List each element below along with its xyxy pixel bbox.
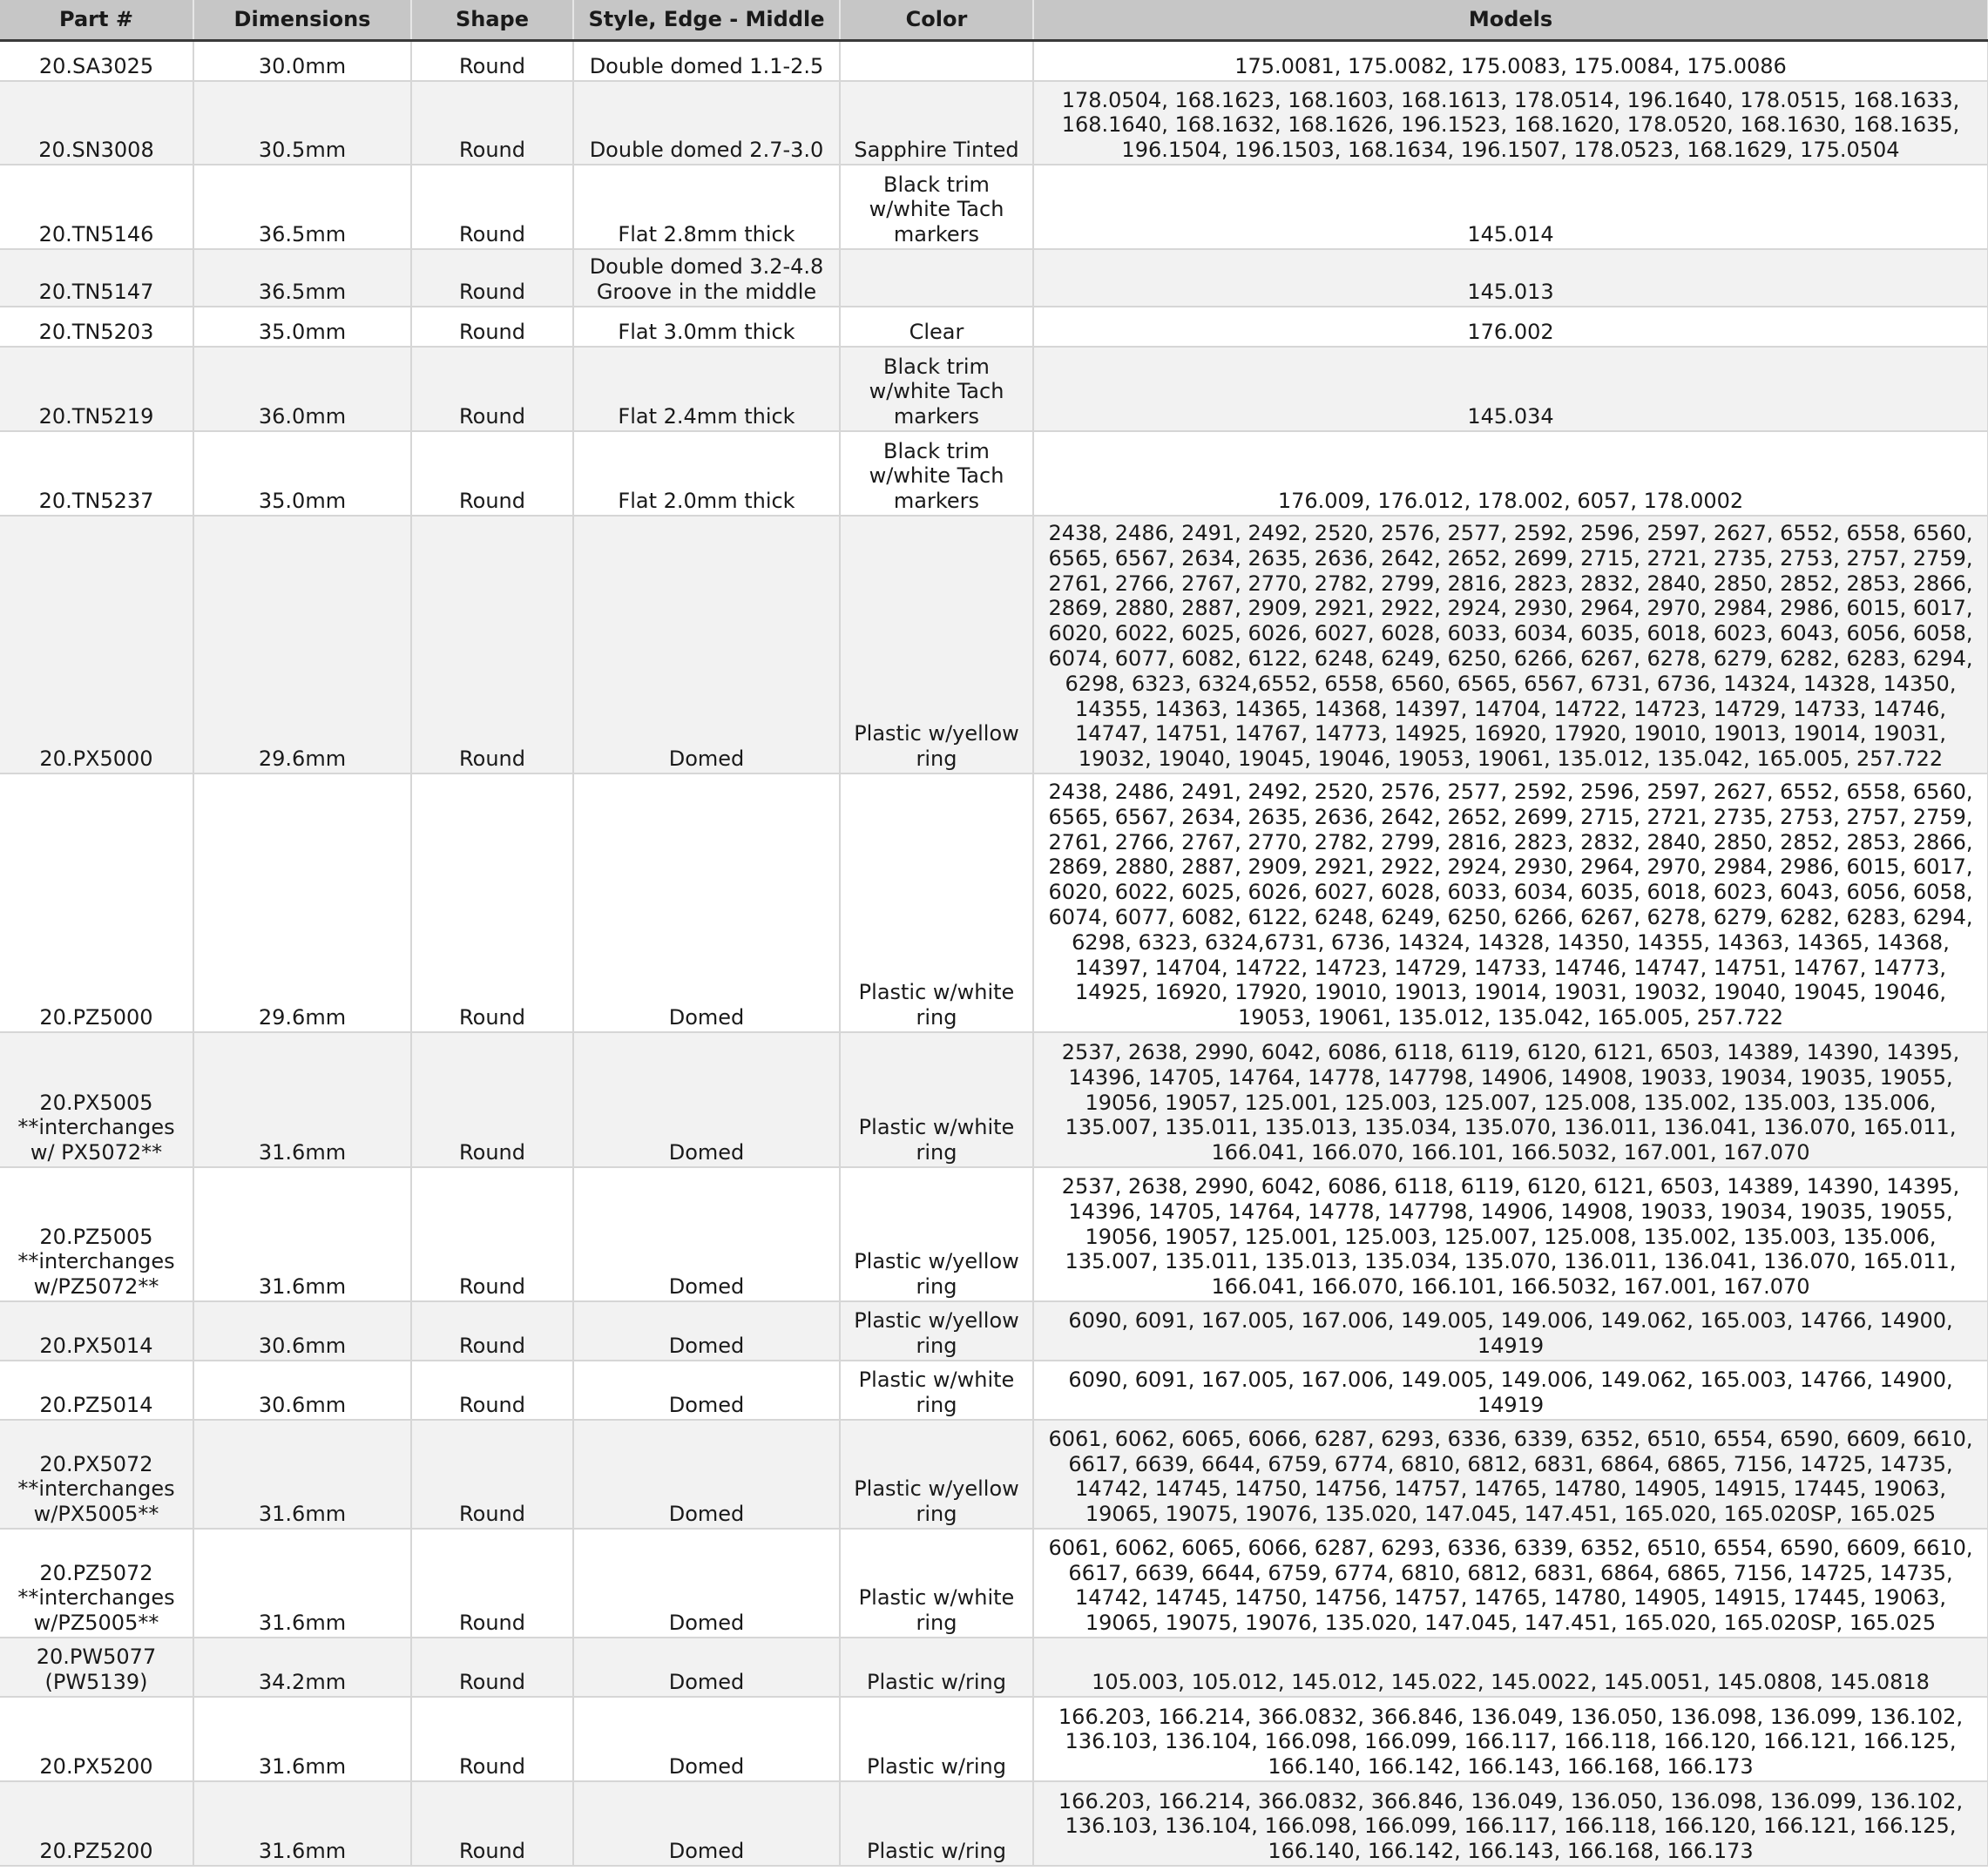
cell-shape: Round bbox=[411, 1301, 573, 1361]
cell-color: Plastic w/white ring bbox=[840, 773, 1033, 1032]
table-row bbox=[0, 1781, 1988, 1866]
table-row bbox=[0, 1529, 1988, 1638]
cell-style: Domed bbox=[573, 1361, 840, 1420]
cell-dimensions: 36.5mm bbox=[193, 165, 411, 249]
cell-dimensions: 34.2mm bbox=[193, 1638, 411, 1697]
cell-models: 145.014 bbox=[1033, 165, 1988, 249]
cell-part-number: 20.PX5072 **interchanges w/PX5005** bbox=[0, 1420, 193, 1529]
cell-part-number: 20.PW5077 (PW5139) bbox=[0, 1638, 193, 1697]
cell-color: Plastic w/ring bbox=[840, 1638, 1033, 1697]
cell-models: 6090, 6091, 167.005, 167.006, 149.005, 149.006, 149.062, 165.003, 14766, 14900, 14919 bbox=[1033, 1361, 1988, 1420]
cell-models: 2438, 2486, 2491, 2492, 2520, 2576, 2577, 2592, 2596, 2597, 2627, 6552, 6558, 6560, 6565, 6567, 2634, 2635, 2636, 2642, 2652, 2699, 2715, 2721, 2735, 2753, 2757, 2759, 2761, 2766, 2767, 2770, 2782, 2799, 2816, 2823, 2832, 2840, 2850, 2852, 2853, 2866, 2869, 2880, 2887, 2909, 2921, 2922, 2924, 2930, 2964, 2970, 2984, 2986, 6015, 6017, 6020, 6022, 6025, 6026, 6027, 6028, 6033, 6034, 6035, 6018, 6023, 6043, 6056, 6058, 6074, 6077, 6082, 6122, 6248, 6249, 6250, 6266, 6267, 6278, 6279, 6282, 6283, 6294, 6298, 6323, 6324,6731, 6736, 14324, 14328, 14350, 14355, 14363, 14365, 14368, 14397, 14704, 14722, 14723, 14729, 14733, 14746, 14747, 14751, 14767, 14773, 14925, 16920, 17920, 19010, 19013, 19014, 19031, 19032, 19040, 19045, 19046, 19053, 19061, 135.012, 135.042, 165.005, 257.722 bbox=[1033, 773, 1988, 1032]
table-row bbox=[0, 347, 1988, 431]
cell-color: Plastic w/yellow ring bbox=[840, 1420, 1033, 1529]
cell-color: Black trim w/white Tach markers bbox=[840, 347, 1033, 431]
cell-part-number: 20.PZ5014 bbox=[0, 1361, 193, 1420]
cell-models: 105.003, 105.012, 145.012, 145.022, 145.0022, 145.0051, 145.0808, 145.0818 bbox=[1033, 1638, 1988, 1697]
table-row bbox=[0, 1697, 1988, 1781]
table-row bbox=[0, 1167, 1988, 1301]
cell-style: Double domed 3.2-4.8 Groove in the middle bbox=[573, 249, 840, 307]
cell-color: Plastic w/yellow ring bbox=[840, 1167, 1033, 1301]
cell-dimensions: 35.0mm bbox=[193, 431, 411, 516]
cell-style: Domed bbox=[573, 1529, 840, 1638]
table-row bbox=[0, 1361, 1988, 1420]
cell-models: 166.203, 166.214, 366.0832, 366.846, 136.049, 136.050, 136.098, 136.099, 136.102, 136.103, 136.104, 166.098, 166.099, 166.117, 166.118, 166.120, 166.121, 166.125, 166.140, 166.142, 166.143, 166.168, 166.173 bbox=[1033, 1781, 1988, 1866]
cell-dimensions: 31.6mm bbox=[193, 1529, 411, 1638]
cell-dimensions: 36.5mm bbox=[193, 249, 411, 307]
cell-models: 6061, 6062, 6065, 6066, 6287, 6293, 6336, 6339, 6352, 6510, 6554, 6590, 6609, 6610, 6617, 6639, 6644, 6759, 6774, 6810, 6812, 6831, 6864, 6865, 7156, 14725, 14735, 14742, 14745, 14750, 14756, 14757, 14765, 14780, 14905, 14915, 17445, 19063, 19065, 19075, 19076, 135.020, 147.045, 147.451, 165.020, 165.020SP, 165.025 bbox=[1033, 1420, 1988, 1529]
cell-models: 176.009, 176.012, 178.002, 6057, 178.0002 bbox=[1033, 431, 1988, 516]
cell-dimensions: 31.6mm bbox=[193, 1781, 411, 1866]
cell-part-number: 20.PZ5200 bbox=[0, 1781, 193, 1866]
cell-part-number: 20.PZ5000 bbox=[0, 773, 193, 1032]
cell-dimensions: 31.6mm bbox=[193, 1167, 411, 1301]
header-part-number: Part # bbox=[0, 0, 193, 41]
cell-models: 6090, 6091, 167.005, 167.006, 149.005, 149.006, 149.062, 165.003, 14766, 14900, 14919 bbox=[1033, 1301, 1988, 1361]
table-row bbox=[0, 1638, 1988, 1697]
cell-style: Domed bbox=[573, 773, 840, 1032]
cell-dimensions: 31.6mm bbox=[193, 1697, 411, 1781]
cell-dimensions: 30.5mm bbox=[193, 81, 411, 165]
cell-style: Domed bbox=[573, 1697, 840, 1781]
table-row bbox=[0, 165, 1988, 249]
table-row bbox=[0, 307, 1988, 347]
cell-part-number: 20.TN5203 bbox=[0, 307, 193, 347]
cell-style: Double domed 1.1-2.5 bbox=[573, 41, 840, 82]
cell-shape: Round bbox=[411, 1167, 573, 1301]
cell-color bbox=[840, 41, 1033, 82]
cell-style: Domed bbox=[573, 1301, 840, 1361]
cell-shape: Round bbox=[411, 1638, 573, 1697]
cell-color: Plastic w/white ring bbox=[840, 1361, 1033, 1420]
cell-models: 166.203, 166.214, 366.0832, 366.846, 136.049, 136.050, 136.098, 136.099, 136.102, 136.103, 136.104, 166.098, 166.099, 166.117, 166.118, 166.120, 166.121, 166.125, 166.140, 166.142, 166.143, 166.168, 166.173 bbox=[1033, 1697, 1988, 1781]
cell-shape: Round bbox=[411, 1697, 573, 1781]
cell-shape: Round bbox=[411, 516, 573, 773]
cell-dimensions: 30.6mm bbox=[193, 1301, 411, 1361]
cell-models: 2438, 2486, 2491, 2492, 2520, 2576, 2577, 2592, 2596, 2597, 2627, 6552, 6558, 6560, 6565, 6567, 2634, 2635, 2636, 2642, 2652, 2699, 2715, 2721, 2735, 2753, 2757, 2759, 2761, 2766, 2767, 2770, 2782, 2799, 2816, 2823, 2832, 2840, 2850, 2852, 2853, 2866, 2869, 2880, 2887, 2909, 2921, 2922, 2924, 2930, 2964, 2970, 2984, 2986, 6015, 6017, 6020, 6022, 6025, 6026, 6027, 6028, 6033, 6034, 6035, 6018, 6023, 6043, 6056, 6058, 6074, 6077, 6082, 6122, 6248, 6249, 6250, 6266, 6267, 6278, 6279, 6282, 6283, 6294, 6298, 6323, 6324,6552, 6558, 6560, 6565, 6567, 6731, 6736, 14324, 14328, 14350, 14355, 14363, 14365, 14368, 14397, 14704, 14722, 14723, 14729, 14733, 14746, 14747, 14751, 14767, 14773, 14925, 16920, 17920, 19010, 19013, 19014, 19031, 19032, 19040, 19045, 19046, 19053, 19061, 135.012, 135.042, 165.005, 257.722 bbox=[1033, 516, 1988, 773]
table-row bbox=[0, 516, 1988, 773]
cell-shape: Round bbox=[411, 1781, 573, 1866]
cell-shape: Round bbox=[411, 81, 573, 165]
cell-color: Plastic w/ring bbox=[840, 1697, 1033, 1781]
table-row bbox=[0, 81, 1988, 165]
cell-color: Plastic w/yellow ring bbox=[840, 516, 1033, 773]
cell-color bbox=[840, 249, 1033, 307]
cell-style: Flat 2.4mm thick bbox=[573, 347, 840, 431]
cell-color: Clear bbox=[840, 307, 1033, 347]
cell-style: Domed bbox=[573, 1420, 840, 1529]
cell-shape: Round bbox=[411, 431, 573, 516]
cell-dimensions: 29.6mm bbox=[193, 773, 411, 1032]
cell-part-number: 20.TN5219 bbox=[0, 347, 193, 431]
header-row bbox=[0, 0, 1988, 41]
cell-part-number: 20.PX5005 **interchanges w/ PX5072** bbox=[0, 1032, 193, 1167]
header-shape: Shape bbox=[411, 0, 573, 41]
header-color: Color bbox=[840, 0, 1033, 41]
cell-dimensions: 36.0mm bbox=[193, 347, 411, 431]
cell-style: Flat 2.8mm thick bbox=[573, 165, 840, 249]
cell-dimensions: 35.0mm bbox=[193, 307, 411, 347]
cell-dimensions: 31.6mm bbox=[193, 1032, 411, 1167]
cell-color: Sapphire Tinted bbox=[840, 81, 1033, 165]
cell-models: 178.0504, 168.1623, 168.1603, 168.1613, 178.0514, 196.1640, 178.0515, 168.1633, 168.1640, 168.1632, 168.1626, 196.1523, 168.1620, 178.0520, 168.1630, 168.1635, 196.1504, 196.1503, 168.1634, 196.1507, 178.0523, 168.1629, 175.0504 bbox=[1033, 81, 1988, 165]
cell-models: 145.013 bbox=[1033, 249, 1988, 307]
cell-style: Domed bbox=[573, 1167, 840, 1301]
cell-models: 145.034 bbox=[1033, 347, 1988, 431]
cell-part-number: 20.TN5146 bbox=[0, 165, 193, 249]
cell-style: Domed bbox=[573, 1032, 840, 1167]
table-row bbox=[0, 1032, 1988, 1167]
cell-models: 175.0081, 175.0082, 175.0083, 175.0084, 175.0086 bbox=[1033, 41, 1988, 82]
cell-part-number: 20.TN5147 bbox=[0, 249, 193, 307]
table-row bbox=[0, 773, 1988, 1032]
cell-dimensions: 29.6mm bbox=[193, 516, 411, 773]
cell-models: 176.002 bbox=[1033, 307, 1988, 347]
table-row bbox=[0, 249, 1988, 307]
cell-dimensions: 30.0mm bbox=[193, 41, 411, 82]
cell-part-number: 20.TN5237 bbox=[0, 431, 193, 516]
cell-part-number: 20.SN3008 bbox=[0, 81, 193, 165]
header-style: Style, Edge - Middle bbox=[573, 0, 840, 41]
cell-shape: Round bbox=[411, 165, 573, 249]
cell-style: Flat 3.0mm thick bbox=[573, 307, 840, 347]
cell-color: Plastic w/ring bbox=[840, 1781, 1033, 1866]
cell-part-number: 20.PX5014 bbox=[0, 1301, 193, 1361]
cell-color: Plastic w/yellow ring bbox=[840, 1301, 1033, 1361]
cell-shape: Round bbox=[411, 249, 573, 307]
cell-shape: Round bbox=[411, 41, 573, 82]
table-row bbox=[0, 431, 1988, 516]
cell-models: 6061, 6062, 6065, 6066, 6287, 6293, 6336, 6339, 6352, 6510, 6554, 6590, 6609, 6610, 6617, 6639, 6644, 6759, 6774, 6810, 6812, 6831, 6864, 6865, 7156, 14725, 14735, 14742, 14745, 14750, 14756, 14757, 14765, 14780, 14905, 14915, 17445, 19063, 19065, 19075, 19076, 135.020, 147.045, 147.451, 165.020, 165.020SP, 165.025 bbox=[1033, 1529, 1988, 1638]
cell-style: Flat 2.0mm thick bbox=[573, 431, 840, 516]
cell-part-number: 20.PX5200 bbox=[0, 1697, 193, 1781]
cell-style: Double domed 2.7-3.0 bbox=[573, 81, 840, 165]
cell-dimensions: 30.6mm bbox=[193, 1361, 411, 1420]
cell-shape: Round bbox=[411, 347, 573, 431]
header-dimensions: Dimensions bbox=[193, 0, 411, 41]
cell-style: Domed bbox=[573, 1781, 840, 1866]
table-row bbox=[0, 41, 1988, 82]
cell-shape: Round bbox=[411, 307, 573, 347]
table-row bbox=[0, 1301, 1988, 1361]
cell-shape: Round bbox=[411, 1361, 573, 1420]
cell-part-number: 20.SA3025 bbox=[0, 41, 193, 82]
cell-models: 2537, 2638, 2990, 6042, 6086, 6118, 6119, 6120, 6121, 6503, 14389, 14390, 14395, 14396, 14705, 14764, 14778, 147798, 14906, 14908, 19033, 19034, 19035, 19055, 19056, 19057, 125.001, 125.003, 125.007, 125.008, 135.002, 135.003, 135.006, 135.007, 135.011, 135.013, 135.034, 135.070, 136.011, 136.041, 136.070, 165.011, 166.041, 166.070, 166.101, 166.5032, 167.001, 167.070 bbox=[1033, 1167, 1988, 1301]
cell-part-number: 20.PX5000 bbox=[0, 516, 193, 773]
cell-shape: Round bbox=[411, 773, 573, 1032]
cell-shape: Round bbox=[411, 1032, 573, 1167]
cell-color: Black trim w/white Tach markers bbox=[840, 165, 1033, 249]
cell-models: 2537, 2638, 2990, 6042, 6086, 6118, 6119, 6120, 6121, 6503, 14389, 14390, 14395, 14396, 14705, 14764, 14778, 147798, 14906, 14908, 19033, 19034, 19035, 19055, 19056, 19057, 125.001, 125.003, 125.007, 125.008, 135.002, 135.003, 135.006, 135.007, 135.011, 135.013, 135.034, 135.070, 136.011, 136.041, 136.070, 165.011, 166.041, 166.070, 166.101, 166.5032, 167.001, 167.070 bbox=[1033, 1032, 1988, 1167]
cell-style: Domed bbox=[573, 516, 840, 773]
cell-style: Domed bbox=[573, 1638, 840, 1697]
cell-shape: Round bbox=[411, 1529, 573, 1638]
cell-color: Black trim w/white Tach markers bbox=[840, 431, 1033, 516]
cell-part-number: 20.PZ5005 **interchanges w/PZ5072** bbox=[0, 1167, 193, 1301]
cell-shape: Round bbox=[411, 1420, 573, 1529]
header-models: Models bbox=[1033, 0, 1988, 41]
cell-color: Plastic w/white ring bbox=[840, 1032, 1033, 1167]
cell-part-number: 20.PZ5072 **interchanges w/PZ5005** bbox=[0, 1529, 193, 1638]
cell-color: Plastic w/white ring bbox=[840, 1529, 1033, 1638]
cell-dimensions: 31.6mm bbox=[193, 1420, 411, 1529]
table-row bbox=[0, 1420, 1988, 1529]
